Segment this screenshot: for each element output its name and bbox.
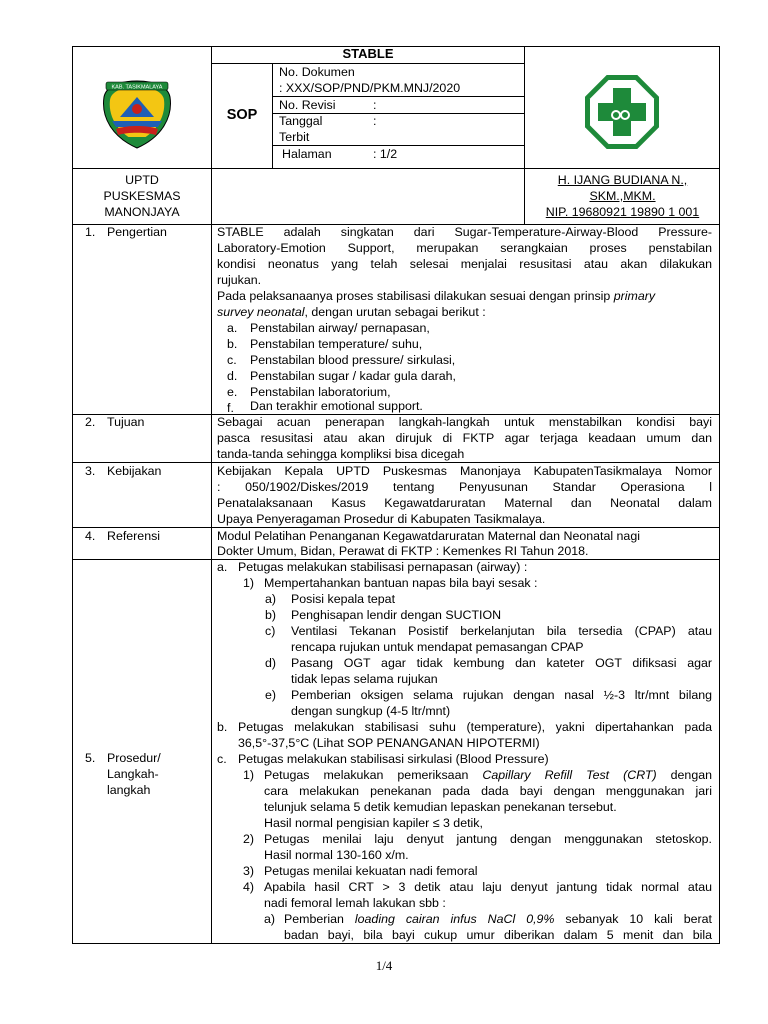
section-label: Prosedur/ [107, 751, 161, 765]
signatory-title: SKM.,MKM. [589, 189, 656, 203]
step-text: Penghisapan lendir dengan SUCTION [291, 608, 502, 622]
italic-term: Capillary Refill Test (CRT) [482, 768, 657, 782]
section-number: 5. [85, 751, 96, 765]
section-label: Referensi [107, 529, 161, 543]
document-title: STABLE [342, 46, 394, 61]
step-text: Posisi kepala tepat [291, 592, 396, 606]
table-border-bottom [72, 943, 720, 944]
institution-line-2: PUSKESMAS [103, 189, 181, 203]
step-text: Pemberian oksigen selama rujukan dengan nasal ½-3 ltr/mnt bilang [291, 688, 712, 702]
purpose-text: pasca resusitasi atau akan dirujuk di FKTP agar terjaga keadaan umum dan [217, 431, 712, 445]
list-item: Penstabilan blood pressure/ sirkulasi, [250, 353, 456, 367]
step-text: 36,5°-37,5°C (Lihat SOP PENANGANAN HIPOTERMI) [238, 736, 540, 750]
regency-logo [98, 77, 176, 151]
text-run: , dengan urutan sebagai berikut : [304, 305, 486, 319]
institution-line-3: MANONJAYA [104, 205, 180, 219]
definition-text: Laboratory-Emotion Support, merupakan serangkaian proses penstabilan [217, 241, 712, 255]
signatory-nip: NIP. 19680921 19890 1 001 [545, 205, 700, 219]
definition-text: kondisi neonatus yang telah selesai menjalai resusitasi atau akan dilakukan [217, 257, 712, 271]
step-text: tidak lepas selama rujukan [291, 672, 438, 686]
italic-term: survey neonatal [217, 305, 305, 319]
section-label: Kebijakan [107, 464, 162, 478]
step-marker: a) [264, 912, 276, 926]
doc-number-label: No. Dokumen [279, 65, 355, 79]
step-text [264, 767, 712, 783]
purpose-text: Sebagai acuan penerapan langkah-langkah untuk menstabilkan kondisi bayi [217, 415, 712, 429]
text-run: Pemberian [284, 912, 355, 926]
step-marker: b. [217, 720, 228, 734]
policy-text: Kebijakan Kepala UPTD Puskesmas Manonjaya KabupatenTasikmalaya Nomor [217, 464, 712, 478]
step-text: Apabila hasil CRT > 3 detik atau laju denyut jantung tidak normal atau [264, 880, 712, 894]
revision-value: : [373, 98, 377, 112]
section-label: Pengertian [107, 225, 167, 239]
step-text: Ventilasi Tekanan Posistif berkelanjutan bila tersedia (CPAP) atau [291, 624, 712, 638]
section-label: Langkah- [107, 767, 159, 781]
list-marker: e. [227, 385, 238, 399]
list-marker: c. [227, 353, 237, 367]
step-text: Pasang OGT agar tidak kembung dan kateter OGT difiksasi agar [291, 656, 712, 670]
page-value: : 1/2 [373, 147, 398, 161]
step-text: rencapa rujukan untuk mendapat pemasangan CPAP [291, 640, 584, 654]
header-col-line-1 [211, 46, 212, 225]
step-text: Petugas melakukan stabilisasi pernapasan (airway) : [238, 560, 528, 574]
signatory-name: H. IJANG BUDIANA N., [557, 173, 688, 187]
definition-text: STABLE adalah singkatan dari Sugar-Temperature-Airway-Blood Pressure- [217, 225, 712, 239]
date-label-2: Terbit [279, 130, 310, 144]
step-marker: c. [217, 752, 227, 766]
sop-label: SOP [226, 107, 258, 123]
list-item: Penstabilan sugar / kadar gula darah, [250, 369, 456, 383]
puskesmas-logo [585, 75, 659, 149]
step-marker: a. [217, 560, 228, 574]
step-marker: a) [265, 592, 277, 606]
step-text: Petugas melakukan stabilisasi suhu (temperature), yakni dipertahankan pada [238, 720, 712, 734]
text-run: sebanyak 10 kali berat [554, 912, 712, 926]
list-marker: a. [227, 321, 238, 335]
text-run: Petugas melakukan pemeriksaan [264, 768, 483, 782]
header-bottom-line [72, 168, 720, 169]
policy-text: Upaya Penyeragaman Prosedur di Kabupaten Tasikmalaya. [217, 512, 546, 526]
doc-number-value: : XXX/SOP/PND/PKM.MNJ/2020 [279, 81, 461, 95]
definition-text [217, 288, 655, 304]
step-text: Petugas menilai kekuatan nadi femoral [264, 864, 478, 878]
definition-text: rujukan. [217, 273, 262, 287]
svg-text:KAB. TASIKMALAYA: KAB. TASIKMALAYA [111, 84, 163, 91]
step-text: dengan sungkup (4-5 ltr/mnt) [291, 704, 451, 718]
list-marker: f. [227, 401, 234, 415]
step-text: badan bayi, bila bayi cukup umur diberikan dalam 5 menit dan bila [284, 928, 712, 942]
title-underline [211, 63, 524, 64]
section-number: 4. [85, 529, 96, 543]
step-text: nadi femoral lemah lakukan sbb : [264, 896, 446, 910]
step-text: Petugas menilai laju denyut jantung dengan menggunakan stetoskop. [264, 832, 712, 846]
step-marker: 4) [243, 880, 255, 894]
date-label-1: Tanggal [279, 114, 323, 128]
page-label: Halaman [282, 147, 332, 161]
step-text: Mempertahankan bantuan napas bila bayi sesak : [264, 576, 538, 590]
text-run: Pada pelaksanaanya proses stabilisasi dilakukan sesuai dengan prinsip [217, 289, 614, 303]
list-item: Dan terakhir emotional support. [250, 399, 423, 413]
step-marker: e) [265, 688, 277, 702]
step-marker: 1) [243, 576, 255, 590]
step-text: telunjuk selama 5 detik kemudian lepaskan penekanan tersebut. [264, 800, 617, 814]
policy-text: : 050/1902/Diskes/2019 tentang Penyusunan Standar Operasiona l [217, 480, 712, 494]
reference-text: Dokter Umum, Bidan, Perawat di FKTP : Kemenkes RI Tahun 2018. [217, 544, 589, 558]
step-marker: c) [265, 624, 276, 638]
step-text: Petugas melakukan stabilisasi sirkulasi (Blood Pressure) [238, 752, 549, 766]
section-label: langkah [107, 783, 151, 797]
section-number: 1. [85, 225, 96, 239]
list-item: Penstabilan airway/ pernapasan, [250, 321, 430, 335]
step-marker: d) [265, 656, 277, 670]
body-col-line [211, 224, 212, 944]
institution-line-1: UPTD [125, 173, 159, 187]
section-number: 3. [85, 464, 96, 478]
step-text: Hasil normal pengisian kapiler ≤ 3 detik, [264, 816, 483, 830]
step-text [284, 911, 712, 927]
sop-box-right [272, 63, 273, 168]
page-number: 1/4 [375, 958, 393, 973]
definition-text [217, 304, 486, 320]
text-run: dengan [656, 768, 712, 782]
italic-term: loading cairan infus NaCl 0,9% [354, 912, 555, 926]
revision-label: No. Revisi [279, 98, 336, 112]
section-label: Tujuan [107, 415, 145, 429]
step-marker: b) [265, 608, 277, 622]
list-item: Penstabilan temperature/ suhu, [250, 337, 423, 351]
italic-term: primary [613, 289, 656, 303]
date-value: : [373, 114, 377, 128]
list-marker: b. [227, 337, 238, 351]
step-text: cara melakukan penekanan pada dada bayi dengan menggunakan jari [264, 784, 712, 798]
section-number: 2. [85, 415, 96, 429]
step-text: Hasil normal 130-160 x/m. [264, 848, 409, 862]
reference-text: Modul Pelatihan Penanganan Kegawatdaruratan Maternal dan Neonatal nagi [217, 529, 640, 543]
list-marker: d. [227, 369, 238, 383]
policy-text: Penatalaksanaan Kasus Kegawatdaruratan Maternal dan Neonatal dalam [217, 496, 712, 510]
list-item: Penstabilan laboratorium, [250, 385, 391, 399]
step-marker: 1) [243, 768, 255, 782]
step-marker: 2) [243, 832, 255, 846]
purpose-text: tanda-tanda sehingga kompliksi bisa dicegah [217, 447, 465, 461]
step-marker: 3) [243, 864, 255, 878]
